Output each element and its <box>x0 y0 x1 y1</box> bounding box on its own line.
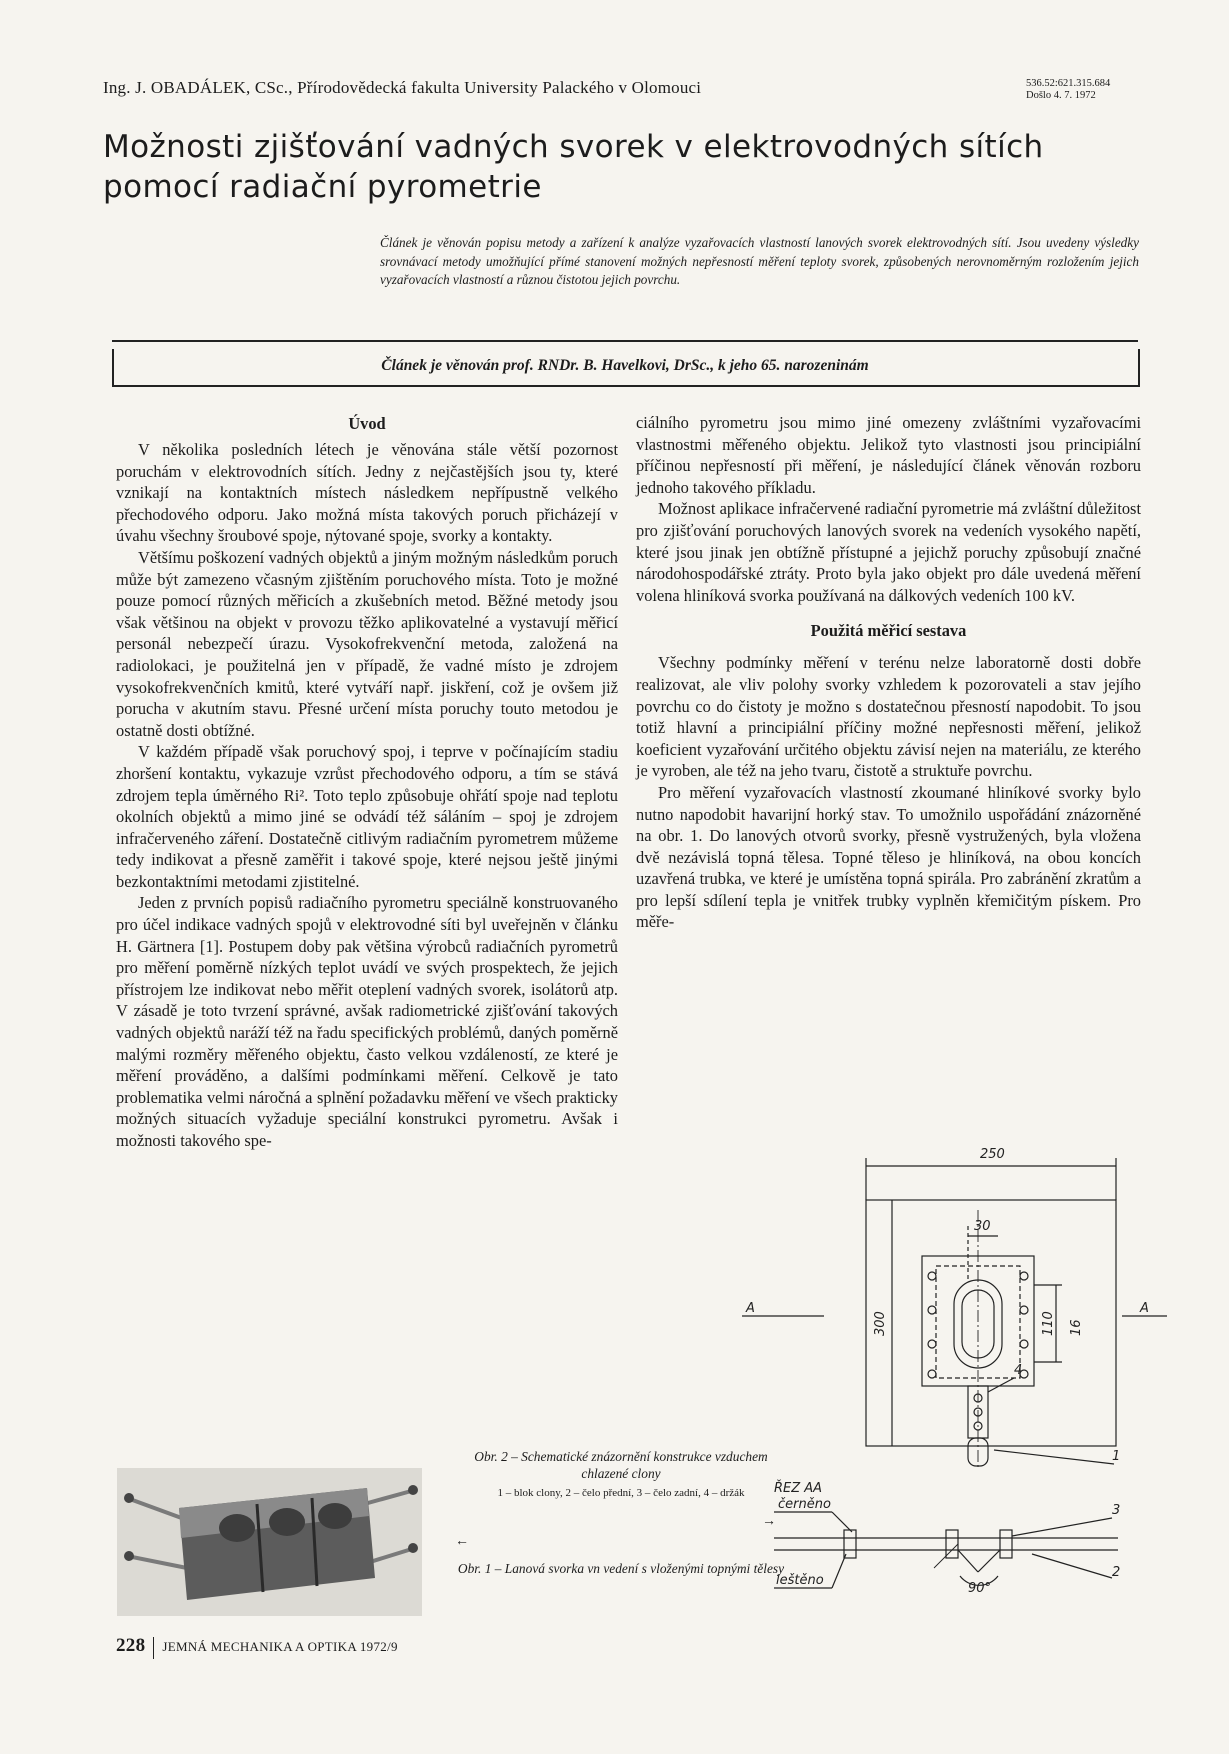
section-mark-a-left: A <box>746 1301 755 1316</box>
paragraph: Většímu poškození vadných objektů a jiným možným následkům poruch může být zamezeno včasným zjištěním poruchového místa. Toto je možné pouze pomocí různých měřicích a zkušebních metod. Běžné metody jsou však většinou na objekt v provozu těžko aplikovatelné a vystavují měřicí personál nebezpečí úrazu. Vysokofrekvenční metoda, založená na radiolokaci, je použitelná jen v případě, že vadné místo je zdrojem vysokofrekvenčních kmitů, které vytváří např. jiskření, což je ovšem již porucha v akutním stavu. Přesné určení místa poruchy touto metodou je ostatně dosti obtížné. <box>116 547 618 740</box>
figure1-caption: Obr. 1 – Lanová svorka vn vedení s vloženými topnými tělesy <box>457 1561 785 1576</box>
dim-250-label: 250 <box>980 1147 1005 1162</box>
dim-30-label: 30 <box>974 1219 991 1234</box>
part-2-label: 2 <box>1112 1565 1121 1580</box>
figure2-drawing <box>746 1140 1167 1620</box>
figure2-caption: Obr. 2 – Schematické znázornění konstrukce vzduchem chlazené clony <box>474 1449 768 1481</box>
dim-300-label: 300 <box>873 1311 888 1336</box>
section-heading-setup: Použitá měřicí sestava <box>810 621 967 641</box>
clamp-photo <box>117 1468 422 1616</box>
polished-label: leštěno <box>776 1573 824 1588</box>
udc-code: 536.52:621.315.684 <box>1026 78 1111 89</box>
dim-110-label: 110 <box>1041 1311 1056 1336</box>
angle-label: 90° <box>968 1581 992 1596</box>
page-number: 228 <box>116 1635 146 1656</box>
arrow-left-icon: ← <box>455 1534 469 1549</box>
section-heading-intro: Úvod <box>348 414 386 433</box>
received-date: Došlo 4. 7. 1972 <box>1026 90 1096 101</box>
paragraph: Pro měření vyzařovacích vlastností zkoumané hliníkové svorky bylo nutno napodobit havarijní horký stav. To umožnilo uspořádání znázorněné na obr. 1. Do lanových otvorů svorky, přesně vystružených, byla vložena dvě nezávislá topná tělesa. Topné těleso je hliníková, na obou koncích uzavřená trubka, ve které je umístěna topná spirála. Pro zabránění zkratům a pro lepší sdílení tepla je vnitřek trubky vyplněn křemičitým pískem. Pro měře- <box>636 782 1141 932</box>
figure2-caption-block <box>455 1448 787 1500</box>
paragraph-continued: ciálního pyrometru jsou mimo jiné omezeny zvláštními vyzařovacími vlastnostmi měřeného objektu. Jelikož tyto vlastnosti jsou principiální příčinou nepřesností při měření, je následující článek věnován rozboru jednoho takového příkladu. <box>636 413 1141 497</box>
paragraph: Všechny podmínky měření v terénu nelze laboratorně dosti dobře realizovat, ale vliv polohy svorky vzhledem k pozorovateli a stav jejího povrchu co do čistoty je možno s dostatečnou přesností napodobit. To jsou totiž hlavní a principiální příčiny možné nepřesnosti měření, jelikož koeficient vyzařování určitého objektu závisí nejen na materiálu, ze kterého je vyroben, ale též na jeho tvaru, čistotě a struktuře povrchu. <box>636 653 1141 781</box>
part-4-label: 4 <box>1014 1363 1023 1378</box>
dim-16-label: 16 <box>1069 1319 1084 1336</box>
paragraph: Jeden z prvních popisů radiačního pyrometru speciálně konstruovaného pro účel indikace vadných spojů v elektrovodné síti byl uveřejněn v článku H. Gärtnera [1]. Postupem doby pak většina výrobců radiačních pyrometrů pro měření poměrně nízkých teplot uvádí ve svých prospektech, že jejich přístrojem lze indikovat nebo měřit oteplení vadných svorek, isolátorů atp. V zásadě je toto tvrzení správné, avšak radiometrické zjišťování takových vadných objektů naráží též na řadu specifických problémů, daných poměrně malými rozměry měřeného objektu, často velkou vzdáleností, ze které je měření prováděno, a dalšími podmínkami měření. Celkově je tato problematika velmi náročná a splnění požadavku měření ve všech prakticky možných situacích vyžaduje speciální konstrukci pyrometru. Avšak i možnosti takového spe- <box>116 893 618 1150</box>
left-column <box>116 409 618 1152</box>
header-udc <box>1026 78 1110 102</box>
blackened-label: černěno <box>778 1497 831 1512</box>
header-author: Ing. J. OBADÁLEK, CSc., Přírodovědecká fakulta University Palackého v Olomouci <box>103 78 702 97</box>
part-3-label: 3 <box>1112 1503 1121 1518</box>
section-mark-a-right: A <box>1140 1301 1149 1316</box>
dedication: Článek je věnován prof. RNDr. B. Havelkovi, DrSc., k jeho 65. narozeninám <box>381 357 869 374</box>
journal-name: JEMNÁ MECHANIKA A OPTIKA 1972/9 <box>162 1639 398 1654</box>
part-1-label: 1 <box>1112 1449 1121 1464</box>
shutter-drawing <box>746 1140 1167 1620</box>
paragraph: V každém případě však poruchový spoj, i teprve v počínajícím stadiu zhoršení kontaktu, vykazuje vzrůst přechodového odporu, a tím se stává zdrojem tepla úměrného Ri². Toto teplo způsobuje ohřátí spoje nad teplotu okolních objektů a mimo jiné se odvádí též sáláním – spoj je zdrojem infračerveného záření. Dostatečně citlivým radiačním pyrometrem můžeme tedy indikovat a přesně zaměřit i takové spoje, které nejsou ještě jinými bezkontaktními metodami zjistitelné. <box>116 742 618 891</box>
article-title: Možnosti zjišťování vadných svorek v elektrovodných sítích pomocí radiační pyrometrie <box>103 129 1044 205</box>
page-footer <box>116 1635 398 1659</box>
arrow-right-icon: → <box>762 1514 776 1529</box>
divider-rule <box>112 340 1138 342</box>
clamp-photo-illustration <box>117 1468 422 1616</box>
right-column <box>636 412 1141 933</box>
paragraph: V několika posledních létech je věnována stále větší pozornost poruchám v elektrovodních sítích. Jedny z nejčastějších jsou ty, které vznikají na kontaktních místech následkem nepřípustně velkého přechodového odporu. Jako možná místa takových poruch přicházejí v úvahu všechny šroubové spoje, nýtované spoje, svorky a kontakty. <box>116 440 618 546</box>
footer-divider <box>153 1637 154 1659</box>
figure2-legend: 1 – blok clony, 2 – čelo přední, 3 – čelo zadní, 4 – držák <box>497 1487 745 1499</box>
section-title: ŘEZ AA <box>774 1481 823 1496</box>
paragraph: Možnost aplikace infračervené radiační pyrometrie má zvláštní důležitost pro zjišťování poruchových lanových svorek na vedeních vysokého napětí, které jsou jinak jen obtížně přístupné a jejichž poruchy způsobují značné národohospodářské ztráty. Proto byla jako objekt pro dále uvedená měření volena hliníková svorka používaná na dálkových vedeních 100 kV. <box>636 499 1141 605</box>
abstract: Článek je věnován popisu metody a zařízení k analýze vyzařovacích vlastností lanových svorek elektrovodných sítí. Jsou uvedeny výsledky srovnávací metody umožňující přímé stanovení možných nepřesností měření teploty svorek, způsobených nerovnoměrným rozložením jejich vyzařovacích vlastností a různou čistotou jejich povrchu. <box>380 235 1139 287</box>
